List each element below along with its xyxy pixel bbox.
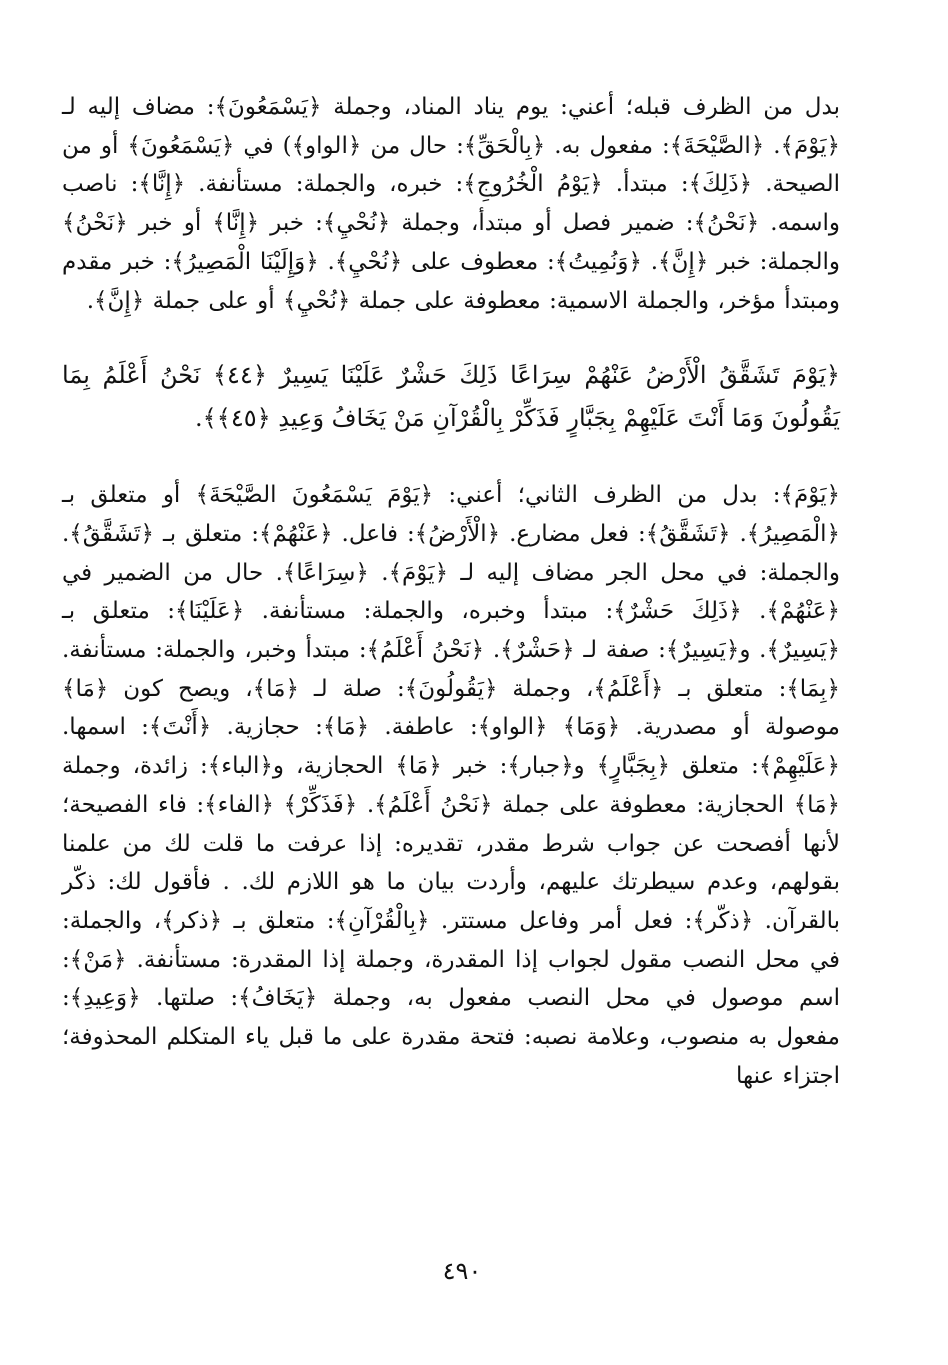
spacer xyxy=(62,320,840,354)
commentary-paragraph-1: بدل من الظرف قبله؛ أعني: يوم يناد المناد، وجملة ﴿يَسْمَعُونَ﴾: مضاف إليه لـ ﴿يَوْمَ﴾. ﴿الصَّيْحَةَ﴾: مفعول به. ﴿بِالْحَقِّ﴾: حال من ﴿الواو﴾) في ﴿يَسْمَعُونَ﴾ أو من الصيحة. ﴿ذَلِكَ﴾: مبتدأ. ﴿يَوْمُ الْخُرُوجِ﴾: خبره، والجملة: مستأنفة. ﴿إِنَّا﴾: ناصب واسمه. ﴿نَحْنُ﴾: ضمير فصل أو مبتدأ، وجملة ﴿نُحْيِ﴾: خبر ﴿إِنَّا﴾ أو خبر ﴿نَحْنُ﴾ والجملة: خبر ﴿إِنَّ﴾. ﴿وَنُمِيتُ﴾: معطوف على ﴿نُحْيِ﴾. ﴿وَإِلَيْنَا الْمَصِيرُ﴾: خبر مقدم ومبتدأ مؤخر، والجملة الاسمية: معطوفة على جملة ﴿نُحْيِ﴾ أو على جملة ﴿إِنَّ﴾. xyxy=(62,94,840,314)
page-number: ٤٩٠ xyxy=(442,1257,482,1285)
commentary-paragraph-2: ﴿يَوْمَ﴾: بدل من الظرف الثاني؛ أعني: ﴿يَوْمَ يَسْمَعُونَ الصَّيْحَةَ﴾ أو متعلق بـ ﴿الْمَصِيرُ﴾. ﴿تَشَقَّقُ﴾: فعل مضارع. ﴿الْأَرْضُ﴾: فاعل. ﴿عَنْهُمْ﴾: متعلق بـ ﴿تَشَقَّقُ﴾. والجملة: في محل الجر مضاف إليه لـ ﴿يَوْمَ﴾. ﴿سِرَاعًا﴾. حال من الضمير في ﴿عَنْهُمْ﴾. ﴿ذَلِكَ حَشْرٌ﴾: مبتدأ وخبره، والجملة: مستأنفة. ﴿عَلَيْنَا﴾: متعلق بـ ﴿يَسِيرٌ﴾. و﴿يَسِيرٌ﴾: صفة لـ ﴿حَشْرٌ﴾. ﴿نَحْنُ أَعْلَمُ﴾: مبتدأ وخبر، والجملة: مستأنفة. ﴿بِمَا﴾: متعلق بـ ﴿أَعْلَمُ﴾، وجملة ﴿يَقُولُونَ﴾: صلة لـ ﴿مَا﴾، ويصح كون ﴿مَا﴾ موصولة أو مصدرية. ﴿وَمَا﴾ ﴿الواو﴾: عاطفة. ﴿مَا﴾: حجازية. ﴿أَنْتَ﴾: اسمها. ﴿عَلَيْهِمْ﴾: متعلق ﴿بِجَبَّارٍ﴾ و﴿جبار﴾: خبر ﴿مَا﴾ الحجازية، و﴿الباء﴾: زائدة، وجملة ﴿مَا﴾ الحجازية: معطوفة على جملة ﴿نَحْنُ أَعْلَمُ﴾. ﴿فَذَكِّرْ﴾ ﴿الفاء﴾: فاء الفصيحة؛ لأنها أفصحت عن جواب شرط مقدر، تقديره: إذا عرفت ما قلت لك من علمنا بقولهم، وعدم سيطرتك عليهم، وأردت بيان ما هو اللازم لك. . فأقول لك: ذكّر بالقرآن. ﴿ذكّر﴾: فعل أمر وفاعل مستتر. ﴿بِالْقُرْآنِ﴾: متعلق بـ ﴿ذكر﴾، والجملة: في محل النصب مقول لجواب إذا المقدرة، وجملة إذا المقدرة: مستأنفة. ﴿مَنْ﴾: اسم موصول في محل النصب مفعول به، وجملة ﴿يَخَافُ﴾: صلتها. ﴿وَعِيدِ﴾: مفعول به منصوب، وعلامة نصبه: فتحة مقدرة على ما قبل ياء المتكلم المحذوفة؛ اجتزاء عنها xyxy=(62,482,840,1089)
page-body xyxy=(62,88,840,1095)
spacer xyxy=(62,440,840,476)
quran-verse-block: ﴿يَوْمَ تَشَقَّقُ الْأَرْضُ عَنْهُمْ سِرَاعًا ذَلِكَ حَشْرٌ عَلَيْنَا يَسِيرٌ ﴿٤٤﴾ نَحْنُ أَعْلَمُ بِمَا يَقُولُونَ وَمَا أَنْتَ عَلَيْهِمْ بِجَبَّارٍ فَذَكِّرْ بِالْقُرْآنِ مَنْ يَخَافُ وَعِيدِ ﴿٤٥﴾﴾. xyxy=(62,361,840,433)
